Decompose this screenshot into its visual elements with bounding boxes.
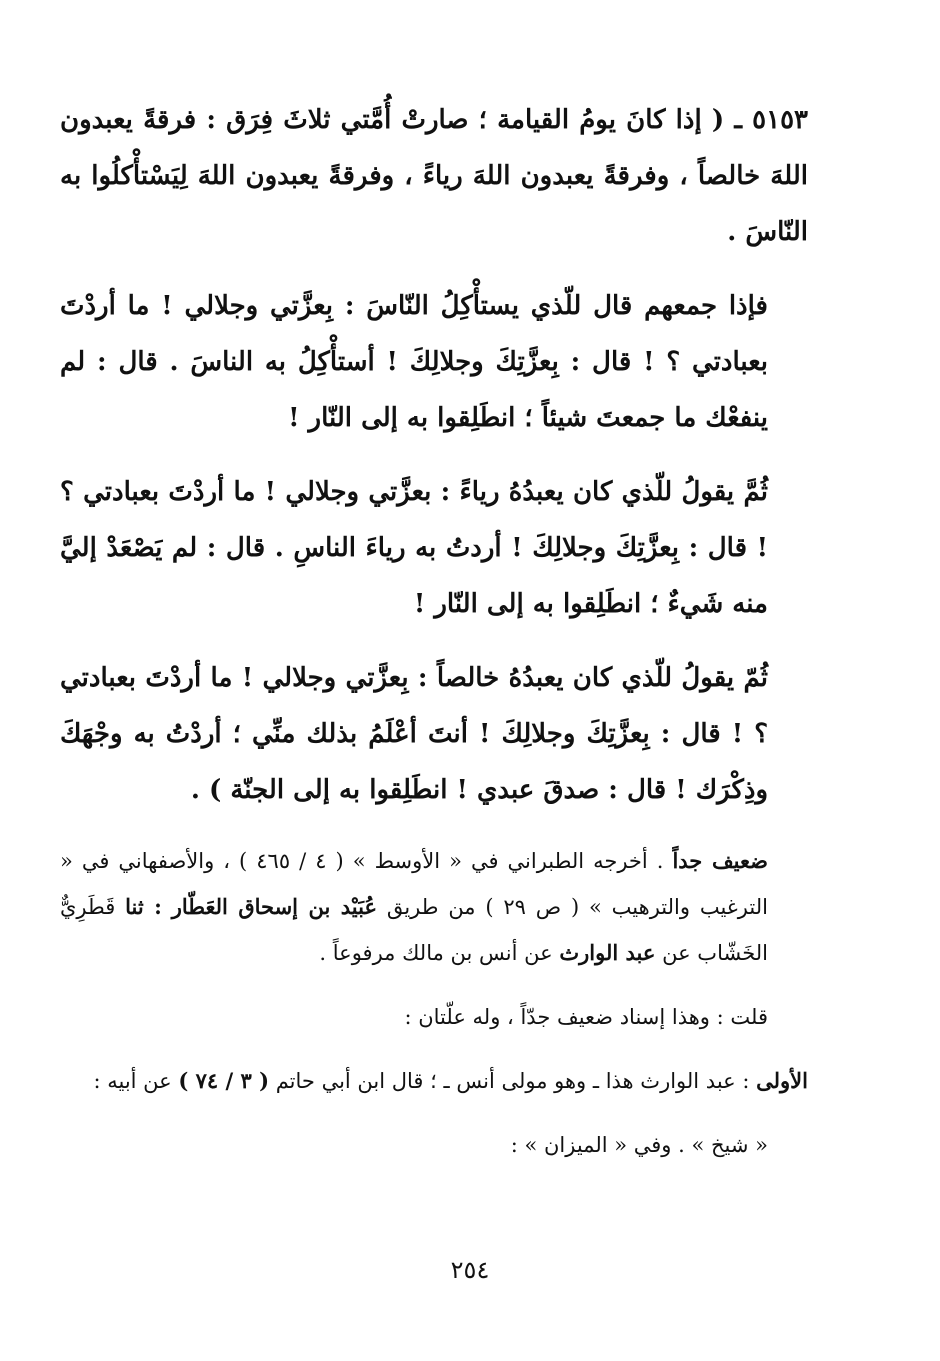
narrator-abdulwarith: عبد الوارث: [559, 940, 656, 965]
narrator-qatari: قَطَرِيٌّ الخَشّاب: [60, 895, 768, 965]
takhrij-paragraph: [60, 838, 808, 976]
takhrij-text-1: . أخرجه الطبراني في « الأوسط » ( ٤ / ٤٦٥ ) ، والأصفهاني في « الترغيب والترهيب » ( ص ٢٩ ) من طريق: [60, 849, 768, 919]
grade-label: ضعيف جداً: [672, 848, 768, 873]
hadith-paragraph-1: [60, 92, 808, 260]
page-number: ٢٥٤: [450, 1256, 490, 1284]
hadith-paragraph-2: فإذا جمعهم قال للّذي يستأْكِلُ النّاسَ : بِعزَّتي وجلالي ! ما أردْتَ بعبادتي ؟ ! قال : بِعزَّتِكَ وجلالِكَ ! أستأْكِلُ به الناسَ . قال : لم ينفعْك ما جمعتَ شيئاً ؛ انطَلِقوا به إلى النّار !: [60, 291, 768, 433]
takhrij-text-4: عن أنس بن مالك مرفوعاً .: [319, 941, 553, 965]
takhrij-text-2: : ثنا: [125, 894, 162, 919]
first-illa-text: : عبد الوارث هذا ـ وهو مولى أنس ـ ؛ قال ابن أبي حاتم: [275, 1069, 750, 1093]
first-illa-paragraph: [60, 1058, 808, 1104]
page-body: [60, 92, 808, 1168]
first-illa-text-2: عن أبيه :: [93, 1069, 172, 1093]
quote-line: « شيخ » . وفي « الميزان » :: [510, 1133, 768, 1157]
hadith-paragraph-3: ثُمَّ يقولُ للّذي كان يعبدُهُ رياءً : بعزَّتي وجلالي ! ما أردْتَ بعبادتي ؟ ! قال : بِعزَّتِكَ وجلالِكَ ! أردتُ به رياءَ الناسِ . قال : لم يَصْعَدْ إليَّ منه شَيءٌ ؛ انطَلِقوا به إلى النّار !: [60, 477, 768, 619]
qultu-line: قلت : وهذا إسناد ضعيف جدّاً ، وله علّتان :: [404, 1005, 768, 1029]
hadith-text-1: ـ ( إذا كانَ يومُ القيامة ؛ صارتْ أُمَّتي ثلاثَ فِرَق : فرقةً يعبدون اللهَ خالصاً ، وفرقةً يعبدون اللهَ رياءً ، وفرقةً يعبدون اللهَ لِيَسْتأْكلُوا به النّاسَ .: [60, 105, 808, 247]
hadith-paragraph-4: ثُمّ يقولُ للّذي كان يعبدُهُ خالصاً : بِعزَّتي وجلالي ! ما أردْتَ بعبادتي ؟ ! قال : بِعزَّتِكَ وجلالِكَ ! أنتَ أعْلَمُ بذلك منِّي ؛ أردْتُ به وجْهَكَ وذِكْرَك ! قال : صدقَ عبدي ! انطَلِقوا به إلى الجنّة ) .: [60, 663, 768, 805]
narrator-ubaid: عُبَيْد بن إسحاق العَطّار: [171, 894, 377, 919]
hadith-number: ٥١٥٣: [752, 105, 808, 135]
takhrij-text-3: عن: [662, 941, 691, 965]
first-illa-label: الأولى: [756, 1068, 808, 1093]
first-illa-reference: ( ٣ / ٧٤ ): [178, 1068, 270, 1093]
